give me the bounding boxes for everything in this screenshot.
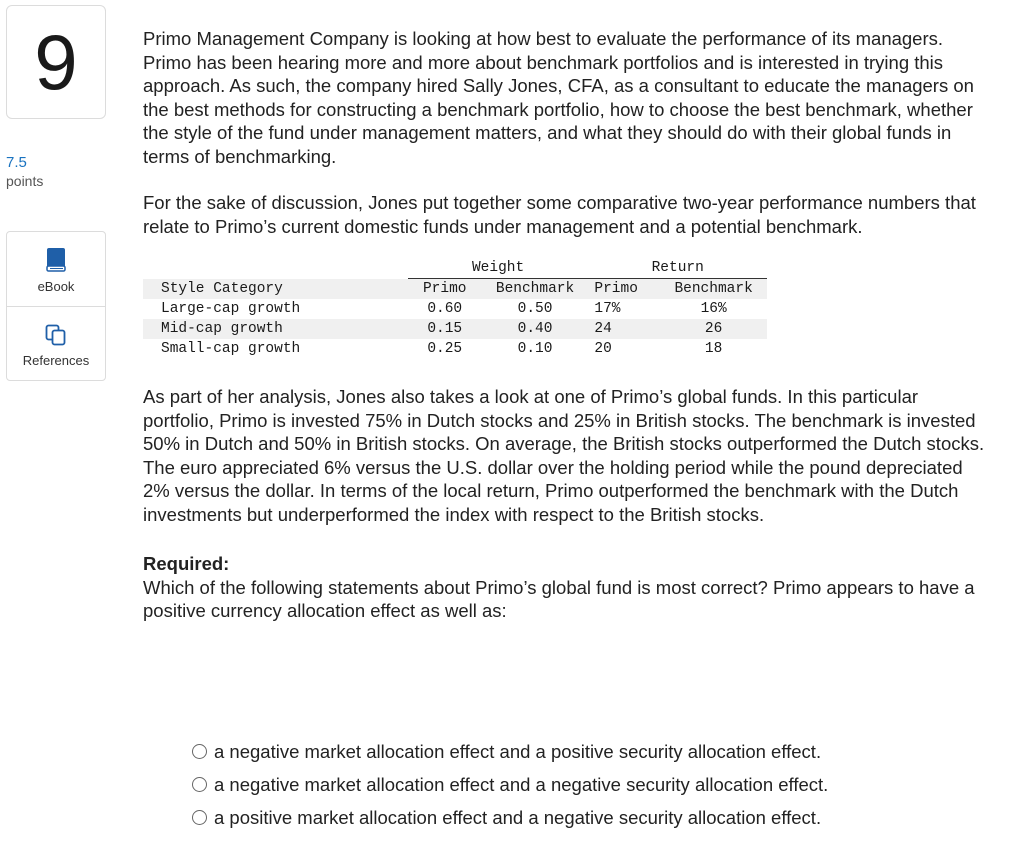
- question-number: 9: [34, 18, 78, 106]
- table-cell: 20: [594, 341, 612, 357]
- table-cell: 0.10: [517, 341, 553, 357]
- points-value: 7.5: [6, 154, 27, 171]
- table-cell: 0.25: [427, 341, 463, 357]
- table-cell: 0.50: [517, 301, 553, 317]
- option-label: a negative market allocation effect and a negative security allocation effect.: [214, 773, 829, 795]
- radio-button[interactable]: [192, 777, 207, 792]
- answer-option-2[interactable]: [192, 768, 828, 801]
- table-cell: 17%: [594, 301, 621, 317]
- ebook-label: eBook: [37, 279, 75, 294]
- radio-button[interactable]: [192, 744, 207, 759]
- column-header: Benchmark: [482, 279, 589, 300]
- table-cell: 24: [588, 319, 660, 339]
- weight-group-header: Weight: [408, 258, 589, 279]
- ebook-button[interactable]: [7, 232, 105, 306]
- references-button[interactable]: [7, 306, 105, 380]
- side-tools: [6, 231, 106, 381]
- answer-option-3[interactable]: [192, 801, 828, 834]
- answer-option-1[interactable]: [192, 735, 828, 768]
- required-text: Which of the following statements about Primo’s global fund is most correct? Primo appears to have a positive currency allocation effect as well as:: [143, 576, 975, 621]
- table-cell: 26: [660, 319, 767, 339]
- analysis-paragraph: As part of her analysis, Jones also takes a look at one of Primo’s global funds. In this particular portfolio, Primo is invested 75% in Dutch stocks and 25% in British stocks. The benchmark is invested 50% in Dutch and 50% in British stocks. On average, the British stocks outperformed the Dutch stocks. The euro appreciated 6% versus the U.S. dollar over the holding period while the pound depreciated 2% versus the dollar. In terms of the local return, Primo outperformed the benchmark with the Dutch investments but underperformed the index with respect to the British stocks.: [143, 386, 985, 525]
- table-cell: Small-cap growth: [161, 341, 301, 357]
- answer-options: [192, 735, 828, 834]
- references-label: References: [22, 353, 90, 368]
- table-cell: 18: [704, 341, 723, 357]
- required-title: Required:: [143, 553, 230, 574]
- column-header: Benchmark: [660, 279, 767, 300]
- table-cell: 0.15: [408, 319, 482, 339]
- table-group-header-row: [143, 258, 767, 279]
- column-header: Style Category: [143, 279, 408, 300]
- table-row: [143, 319, 767, 339]
- question-number-box: [6, 5, 106, 119]
- intro-paragraph: Primo Management Company is looking at how best to evaluate the performance of its managers. Primo has been hearing more and more about benchmark portfolios and is interested in trying this approach. As such, the company hired Sally Jones, CFA, as a consultant to educate the managers on the best methods for constructing a benchmark portfolio, how to choose the best benchmark, whether the style of the fund under management matters, and what they should do with their global funds in terms of benchmarking.: [143, 28, 974, 167]
- copy-icon: [44, 323, 68, 347]
- table-row: [143, 299, 767, 319]
- book-icon: [44, 247, 68, 273]
- performance-table: [143, 258, 767, 359]
- column-header: Primo: [408, 279, 482, 300]
- option-label: a negative market allocation effect and a positive security allocation effect.: [214, 740, 822, 762]
- points-block: [6, 154, 106, 189]
- table-cell: 16%: [700, 301, 727, 317]
- radio-button[interactable]: [192, 810, 207, 825]
- table-cell: 0.40: [482, 319, 589, 339]
- table-cell: Mid-cap growth: [143, 319, 408, 339]
- discussion-paragraph: For the sake of discussion, Jones put together some comparative two-year performance numbers that relate to Primo’s current domestic funds under management and a potential benchmark.: [143, 192, 976, 237]
- table-row: [143, 339, 767, 359]
- option-label: a positive market allocation effect and a negative security allocation effect.: [214, 806, 822, 828]
- table-cell: 0.60: [427, 301, 463, 317]
- points-label: points: [6, 173, 44, 189]
- table-header-row: [143, 279, 767, 300]
- column-header: Primo: [588, 279, 660, 300]
- return-group-header: Return: [588, 258, 767, 279]
- table-cell: Large-cap growth: [161, 301, 301, 317]
- question-content: [143, 27, 993, 623]
